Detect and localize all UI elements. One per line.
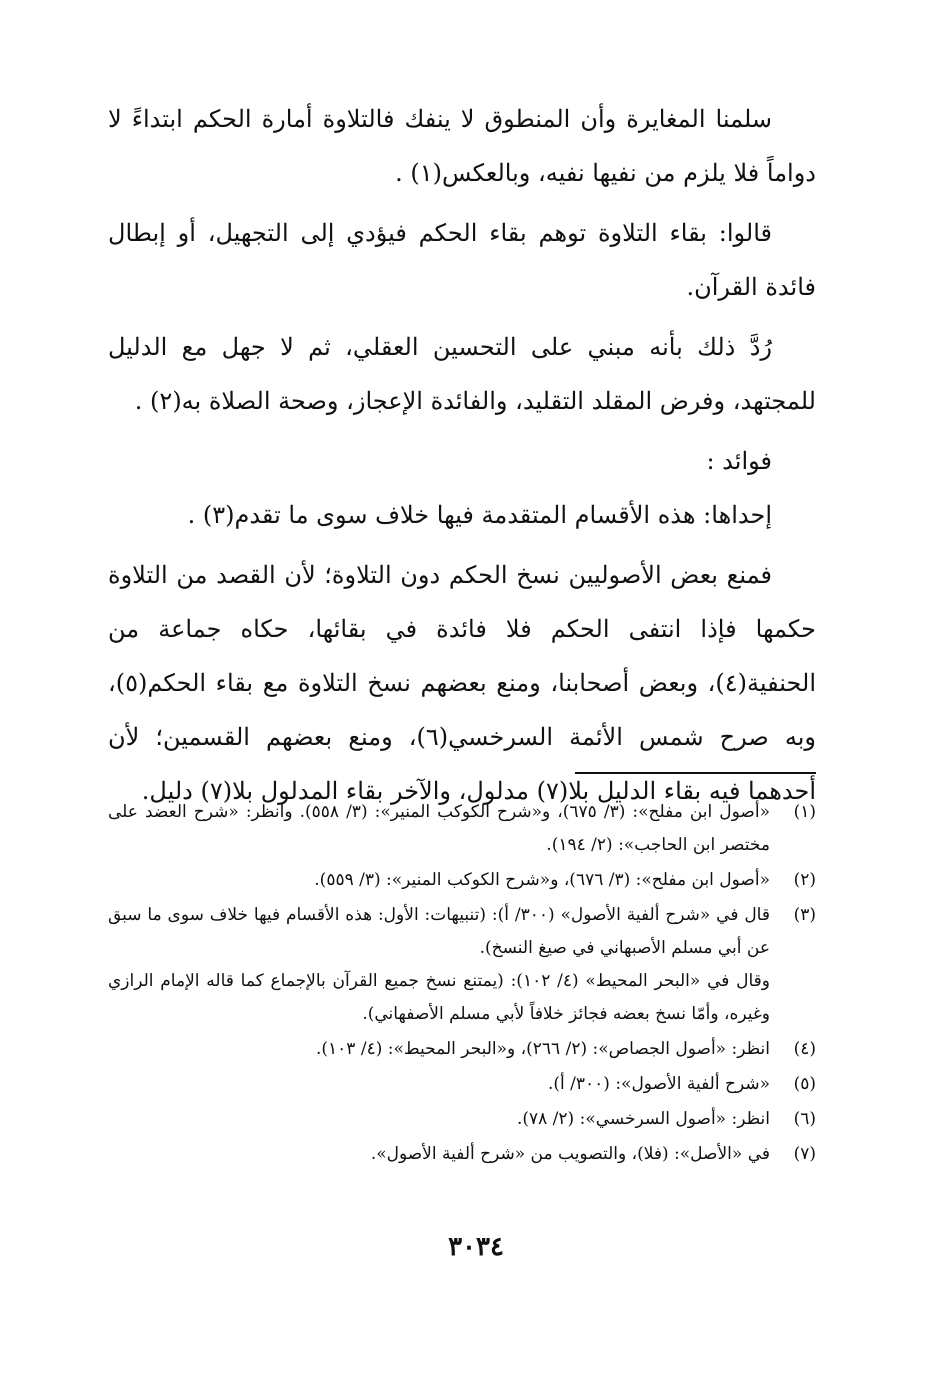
footnote-line: قال في «شرح ألفية الأصول» (٣٠٠/ أ): (تنبيهات: الأول: هذه الأقسام فيها خلاف سوى ما سبق عن أبي مسلم الأصبهاني في صيغ النسخ). <box>108 905 770 958</box>
paragraph: رُدَّ ذلك بأنه مبني على التحسين العقلي، ثم لا جهل مع الدليل للمجتهد، وفرض المقلد التقليد، والفائدة الإعجاز، وصحة الصلاة به(٢) . <box>108 333 816 415</box>
footnote-number: (٧) <box>793 1144 816 1164</box>
footnote-number: (١) <box>793 802 816 822</box>
footnote-number: (٦) <box>793 1109 816 1129</box>
footnote-line: «شرح ألفية الأصول»: (٣٠٠/ أ). <box>547 1074 770 1094</box>
paragraph: إحداها: هذه الأقسام المتقدمة فيها خلاف سوى ما تقدم(٣) . <box>187 501 772 529</box>
footnote-text <box>108 1033 770 1066</box>
paragraph: قالوا: بقاء التلاوة توهم بقاء الحكم فيؤدي إلى التجهيل، أو إبطال فائدة القرآن. <box>108 219 816 301</box>
footnote-line: وقال في «البحر المحيط» (٤/ ١٠٢): (يمتنع نسخ جميع القرآن بالإجماع كما قاله الإمام الرازي وغيره، وأمّا نسخ بعضه فجائز خلافاً لأبي مسلم الأصفهاني). <box>108 971 770 1024</box>
footnote <box>108 899 816 1031</box>
footnote-text <box>108 1103 770 1136</box>
footnote <box>108 796 816 862</box>
footnote-number: (٤) <box>793 1039 816 1059</box>
footnote-line: في «الأصل»: (فلا)، والتصويب من «شرح ألفية الأصول». <box>370 1144 770 1164</box>
footnote-number: (٣) <box>793 905 816 925</box>
footnote-line: انظر: «أصول الجصاص»: (٢/ ٢٦٦)، و«البحر المحيط»: (٤/ ١٠٣). <box>315 1039 770 1059</box>
footnotes <box>108 796 816 1173</box>
footnote-line: «أصول ابن مفلح»: (٣/ ٦٧٦)، و«شرح الكوكب المنير»: (٣/ ٥٥٩). <box>314 870 770 890</box>
footnote <box>108 1138 816 1171</box>
footnote-text <box>108 1138 770 1171</box>
footnote-text <box>108 796 770 862</box>
main-text <box>108 92 816 824</box>
footnote-separator <box>575 772 816 774</box>
footnote-number: (٥) <box>793 1074 816 1094</box>
footnote <box>108 1103 816 1136</box>
footnote-line: «أصول ابن مفلح»: (٣/ ٦٧٥)، و«شرح الكوكب المنير»: (٣/ ٥٥٨). وانظر: «شرح العضد على مختصر ابن الحاجب»: (٢/ ١٩٤). <box>108 802 770 855</box>
paragraph: فمنع بعض الأصوليين نسخ الحكم دون التلاوة؛ لأن القصد من التلاوة حكمها فإذا انتفى الحكم فلا فائدة في بقائها، حكاه جماعة من الحنفية(٤)، وبعض أصحابنا، ومنع بعضهم نسخ التلاوة مع بقاء الحكم(٥)، وبه صرح شمس الأئمة السرخسي(٦)، ومنع بعضهم القسمين؛ لأن أحدهما فيه بقاء الدليل بلا(٧) مدلول، والآخر بقاء المدلول بلا(٧) دليل. <box>108 561 816 805</box>
footnote <box>108 1033 816 1066</box>
paragraph: سلمنا المغايرة وأن المنطوق لا ينفك فالتلاوة أمارة الحكم ابتداءً لا دواماً فلا يلزم من نفيها نفيه، وبالعكس(١) . <box>108 105 816 187</box>
footnote <box>108 1068 816 1101</box>
footnote-text <box>108 864 770 897</box>
footnote-line: انظر: «أصول السرخسي»: (٢/ ٧٨). <box>516 1109 770 1129</box>
footnote <box>108 864 816 897</box>
footnote-text <box>108 899 770 1031</box>
footnote-text <box>108 1068 770 1101</box>
footnote-number: (٢) <box>793 870 816 890</box>
section-heading: فوائد : <box>706 447 772 475</box>
page-number: ٣٠٣٤ <box>448 1232 504 1262</box>
